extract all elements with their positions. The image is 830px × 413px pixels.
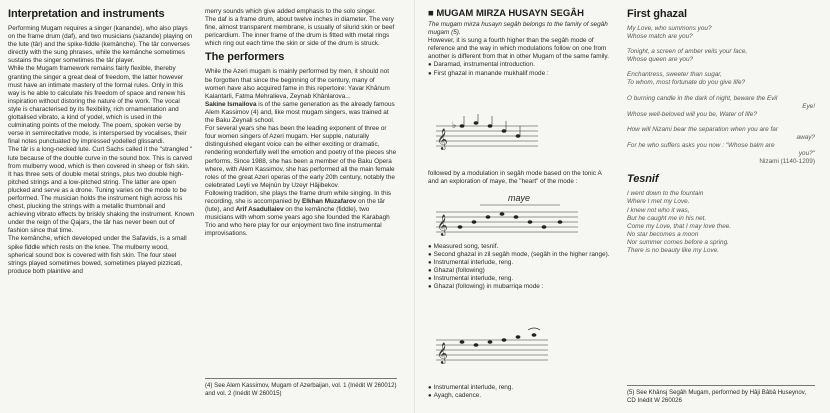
section-heading: Interpretation and instruments <box>8 8 165 20</box>
paragraph: The mugam mirza husayn segâh belongs to the family of segâh mugam (5). <box>428 21 608 37</box>
verse-line: How will Nizami bear the separation when you are far <box>627 125 778 133</box>
verse-stanza <box>627 71 815 87</box>
paragraph: The daf is a frame drum, about twelve inches in diameter. The very fine, almost transparent membrane, is usually of silurid skin or beef pericardium. The inner frame of the drum is fitted with metal rings which ring out each time the skin or side of the drum is struck. <box>205 16 395 48</box>
track-item: ● Ayagh, cadence. <box>428 392 611 400</box>
track-item: ● First ghazal in manande mukhalif mode : <box>428 70 611 78</box>
paragraph <box>205 190 397 239</box>
paragraph-text: on the târ (lute), and <box>205 197 386 214</box>
svg-text:𝄞: 𝄞 <box>437 343 448 364</box>
verse-line: Enchantress, sweeter than sugar, <box>627 71 722 79</box>
footnote-5: (5) See Khânsj Segâh Mugam, performed by Hâji Bâbâ Huseynov, CD Inédit W 260026 <box>627 385 815 404</box>
verse-line: I knew not who it was, <box>627 206 690 214</box>
tesnif-heading: Tesnif <box>627 173 659 186</box>
paragraph <box>205 101 397 125</box>
column-2 <box>205 8 397 238</box>
verse-line: away? <box>796 133 815 141</box>
music-staff-2 <box>432 200 582 238</box>
tesnif-verse <box>627 190 815 255</box>
verse-line: Nor summer comes before a spring. <box>627 238 729 246</box>
performer-name: Sakine Ismailova <box>205 100 257 108</box>
verse-line: Whose queen are you? <box>627 56 694 64</box>
music-staff-1 <box>432 114 542 154</box>
track-item: ● Instrumental interlude, reng. <box>428 275 611 283</box>
column-3 <box>428 8 611 78</box>
paragraph: While the Azeri mugam is mainly performed by men, it should not be forgotten that since the beginning of the century, many of women have also acquired fame in this repertoire: Yavar Khânum Kalantarli, Fatma Mehralieva, Zeynab Khânlarova... <box>205 68 390 100</box>
svg-text:𝄞: 𝄞 <box>437 129 448 150</box>
paragraph: The kemânche, which developed under the Safavids, is a small spike fiddle which rests on the knee. The mulberry wood, spherical sound box is covered with fish skin. The four steel strings played sometimes bowed, sometimes played pizzicati, produce both plaintive and <box>8 235 187 275</box>
footnote-4: (4) See Alem Kassimov, Mugam of Azerbaijan, vol. 1 (Inédit W 260012) and vol. 2 (Inédit W 260015) <box>205 378 397 397</box>
track-item: ● Second ghazal in zil segâh mode, (segâh in the higher range). <box>428 251 611 259</box>
paragraph-text: is of the same generation as the already famous Alem Kassimov (4) and, like most mugam singers, was trained at the Baku Zeynali school. <box>205 100 395 125</box>
paragraph: While the Mugam framework remains fairly flexible, thereby granting the singer a great deal of freedom, the latter however must have an intimate mastery of the formal rules. Only in this way is he able to calculate his freedom of space and renew his inspiration without distoring the nature of the work. The vocal style is characterised by its flexibility, rich ornamentation and glottalised vibrato, a kind of yodel, which is used in the culminating points of the melody. The poem, spoken verse by verse in semirecitative mode, is interspersed by vocalises, their final notes punctuated by impressed yodelled glissandi. <box>8 65 187 146</box>
verse-line: Where I met my Love. <box>627 198 690 206</box>
paragraph: For several years she has been the leading exponent of three or four women singers of Azeri mugam. Her supple, naturally distinguished elegant voice can be either exciting or dramatic, rendering wonderfully well the emotion and poetry of the pieces she performs. Since 1988, she has been a member of the Baku Opera where, with Alem Kassimov, she has performed all the main female roles of the great Azeri operas of the early 20th century, notably the celebrated Leyli ve Mejnûn by Uzeyr Hâjibekov. <box>205 125 397 189</box>
track-item: ● Instrumental interlude, reng. <box>428 384 611 392</box>
section-heading: The performers <box>205 51 285 64</box>
paragraph: merry sounds which give added emphasis to the solo singer. <box>205 8 376 15</box>
verse-line: I went down to the fountain <box>627 190 704 198</box>
paragraph-text: Following tradition, she plays the frame drum while singing. In this recording, she is accompanied by <box>205 189 392 205</box>
verse-line: But he caught me in his net. <box>627 214 707 222</box>
paragraph: followed by a modulation in segâh mode based on the tonic A and an exploration of maye, the "heart" of the mode : <box>428 170 602 186</box>
track-item: ● Ghazal (following) <box>428 267 611 275</box>
column-1 <box>8 8 194 276</box>
track-list <box>428 243 611 292</box>
verse-line: Whose match are you? <box>627 33 693 41</box>
performer-name: Arif Asadullaiev <box>235 206 284 214</box>
music-staff-3 <box>432 326 552 370</box>
track-item: ● Instrumental interlude, reng. <box>428 259 611 267</box>
paragraph-text: on the kemânche (fiddle), two musicians with whom some years ago she founded the Karabagh Trio and who here play for our enjoyment two fine instrumental improvisations. <box>205 206 390 238</box>
verse-line: No star becomes a moon <box>627 230 699 238</box>
verse-line: Come my Love, that I may love thee. <box>627 222 732 230</box>
verse-line: There is no beauty like my Love. <box>627 246 719 254</box>
verse-line: For he who suffers asks you now : "Whose balm are <box>627 142 775 150</box>
track-item: ● Ghazal (following) in mubarriqa mode : <box>428 283 611 291</box>
paragraph: Performing Mugam requires a singer (kanande), who also plays on the frame drum (daf), and two musicians (sazande) playing on the lute (târ) and the spike-fiddle (kemânche). The târ converses directly with the sung phrases, while the kemânche sometimes sustains the singer sometimes the târ player. <box>8 25 193 65</box>
verse-line: My Love, who summons you? <box>627 25 712 32</box>
track-item: ● Measured song, tesnif. <box>428 243 611 251</box>
poet-credit: Nizami (1140-1209) <box>759 158 815 166</box>
verse-line: Whose well-beloved will you be, Water of life? <box>627 110 757 118</box>
svg-text:𝄞: 𝄞 <box>437 215 448 236</box>
verse-line: Eye! <box>802 102 815 110</box>
page-fold <box>414 0 415 413</box>
verse-stanza <box>627 95 815 119</box>
verse-line: you?" <box>798 150 815 158</box>
mugam-heading: ■ MUGAM MIRZA HUSAYN SEGÂH <box>428 8 584 19</box>
verse-stanza <box>627 25 815 41</box>
column-4 <box>627 8 815 255</box>
column-3-continued <box>428 170 611 186</box>
ghazal-heading: First ghazal <box>627 8 687 20</box>
track-list-end <box>428 384 611 400</box>
performer-name: Elkhan Muzafarov <box>301 197 357 205</box>
track-item: ● Daramad, instrumental introduction. <box>428 61 611 69</box>
maye-label: maye <box>508 193 531 203</box>
svg-text:♭: ♭ <box>452 120 457 130</box>
verse-line: To whom, most fortunate do you give life? <box>627 79 746 87</box>
verse-line: O burning candle in the dark of night, beware the Evil <box>627 94 778 102</box>
paragraph: The târ is a long-necked lute. Curt Sachs called it the "strangled " lute because of the double curve in the sound box. This is carved from mulberry wood, which is then covered in sheep or fish skin. It has three sets of double metal strings, plus two double high-pitched strings and a low-pitched string. The latter are open plucked and serve as a drone. Tuning varies on the mode to be performed. The musician holds the instrument high across his chest, plucking the strings with a metallic thumbnail and achieving vibrato effects by briskly shaking the instrument. Known under the reign of the Qajars, the târ has never been out of fashion since that time. <box>8 146 195 235</box>
verse-stanza <box>627 126 815 166</box>
verse-stanza <box>627 48 815 64</box>
verse-line: Tonight, a screen of amber veils your face, <box>627 48 748 56</box>
paragraph: However, it is sung a fourth higher than the segâh mode of reference and the way in which modulations follow on one from another is different from that in other Mugam of the same family. <box>428 37 609 61</box>
